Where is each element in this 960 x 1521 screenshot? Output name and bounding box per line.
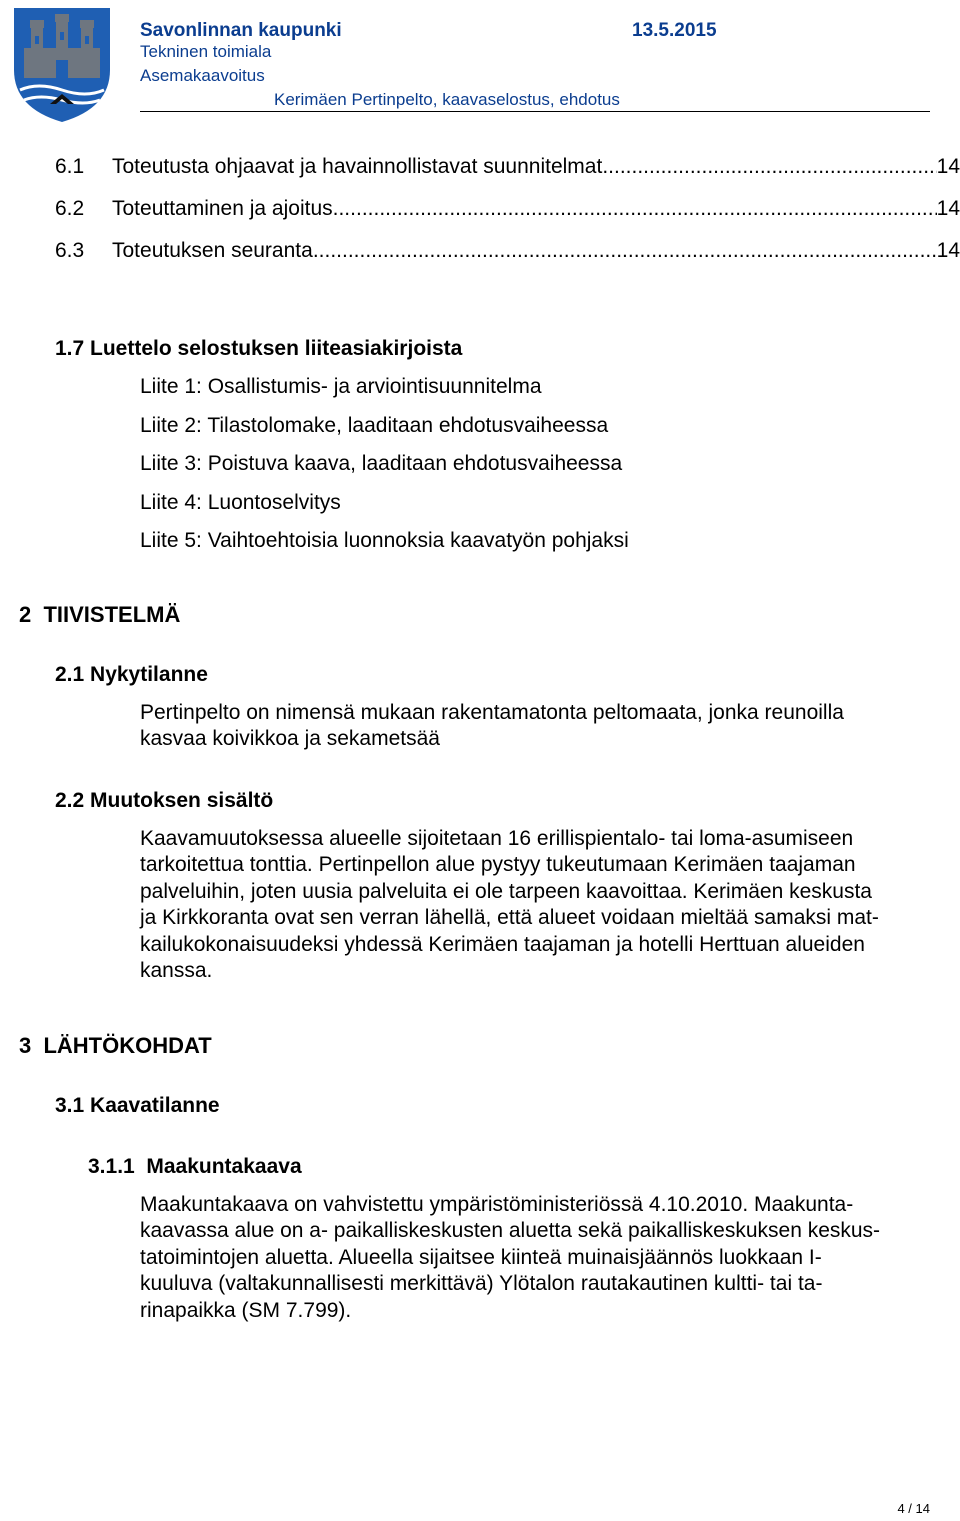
toc-title: Toteutusta ohjaavat ja havainnollistavat suunnitelmat: [112, 155, 603, 178]
header-unit: Asemakaavoitus: [140, 66, 265, 85]
paragraph-line: tatoimintojen aluetta. Alueella sijaitsee kiinteä muinaisjäännös luokkaan I-: [140, 1245, 822, 1269]
attachment-item: Liite 1: Osallistumis- ja arviointisuunnitelma: [140, 375, 542, 398]
section-heading-3: 3 LÄHTÖKOHDAT: [19, 1033, 212, 1058]
paragraph-line: kanssa.: [140, 959, 213, 983]
attachment-item: Liite 3: Poistuva kaava, laaditaan ehdotusvaiheessa: [140, 452, 623, 475]
table-of-contents: [55, 155, 960, 281]
header-divider: [140, 111, 930, 112]
paragraph-line: kasvaa koivikkoa ja sekametsää: [140, 727, 440, 751]
paragraph-line: kaavassa alue on a- paikalliskeskusten aluetta sekä paikalliskeskuksen keskus-: [140, 1219, 881, 1243]
section-heading-2-1: 2.1 Nykytilanne: [55, 663, 208, 686]
paragraph-line: Kaavamuutoksessa alueelle sijoitetaan 16 erillispientalo- tai loma-asumiseen: [140, 827, 854, 850]
toc-page-number: 14: [936, 155, 960, 178]
paragraph-line: Maakuntakaava on vahvistettu ympäristöministeriössä 4.10.2010. Maakunta-: [140, 1193, 854, 1216]
page-number: 4 / 14: [897, 1501, 930, 1516]
header-date: 13.5.2015: [632, 20, 717, 41]
paragraph-muutoksen-sisalto: [140, 826, 940, 984]
paragraph-maakuntakaava: [140, 1192, 940, 1324]
attachment-list: [140, 374, 629, 567]
toc-leader-dots: [313, 239, 937, 263]
paragraph-line: tarkoitettua tonttia. Pertinpellon alue pystyy tukeutumaan Kerimäen taajaman: [140, 853, 856, 877]
paragraph-nykytilanne: [140, 700, 940, 753]
header-organization: Savonlinnan kaupunki: [140, 20, 342, 41]
header-document-title: Kerimäen Pertinpelto, kaavaselostus, ehdotus: [274, 90, 620, 109]
paragraph-line: palveluihin, joten uusia palveluita ei ole tarpeen kaavoittaa. Kerimäen keskusta: [140, 879, 872, 903]
attachment-item: Liite 4: Luontoselvitys: [140, 490, 341, 514]
toc-title: Toteutuksen seuranta: [112, 239, 313, 262]
section-heading-2-2: 2.2 Muutoksen sisältö: [55, 789, 274, 812]
paragraph-line: ja Kirkkoranta ovat sen verran lähellä, että alueet voidaan mieltää samaksi mat-: [140, 906, 879, 930]
toc-page-number: 14: [936, 197, 960, 220]
toc-title: Toteuttaminen ja ajoitus: [112, 197, 333, 220]
toc-page-number: 14: [936, 239, 960, 262]
attachment-item: Liite 2: Tilastolomake, laaditaan ehdotusvaiheessa: [140, 413, 609, 437]
header-department: Tekninen toimiala: [140, 42, 272, 61]
toc-leader-dots: [333, 197, 937, 221]
paragraph-line: kailukokonaisuudeksi yhdessä Kerimäen taajaman ja hotelli Herttuan alueiden: [140, 932, 865, 956]
section-heading-1-7: 1.7 Luettelo selostuksen liiteasiakirjoista: [55, 337, 463, 360]
attachment-item: Liite 5: Vaihtoehtoisia luonnoksia kaavatyön pohjaksi: [140, 529, 629, 552]
toc-entry[interactable]: [55, 197, 960, 239]
paragraph-line: kuuluva (valtakunnallisesti merkittävä) Ylötalon rautakautinen kultti- tai ta-: [140, 1272, 823, 1296]
section-heading-3-1: 3.1 Kaavatilanne: [55, 1094, 220, 1117]
toc-number: 6.2: [55, 197, 85, 220]
toc-leader-dots: [602, 155, 936, 179]
toc-entry[interactable]: [55, 155, 960, 197]
paragraph-line: Pertinpelto on nimensä mukaan rakentamatonta peltomaata, jonka reunoilla: [140, 701, 844, 724]
city-coat-of-arms-logo: [10, 4, 114, 124]
toc-number: 6.1: [55, 155, 85, 178]
page-header: [140, 20, 930, 112]
paragraph-line: rinapaikka (SM 7.799).: [140, 1298, 352, 1322]
toc-entry[interactable]: [55, 239, 960, 281]
section-heading-3-1-1: 3.1.1 Maakuntakaava: [88, 1155, 302, 1178]
section-heading-2: 2 TIIVISTELMÄ: [19, 602, 181, 627]
toc-number: 6.3: [55, 239, 85, 262]
